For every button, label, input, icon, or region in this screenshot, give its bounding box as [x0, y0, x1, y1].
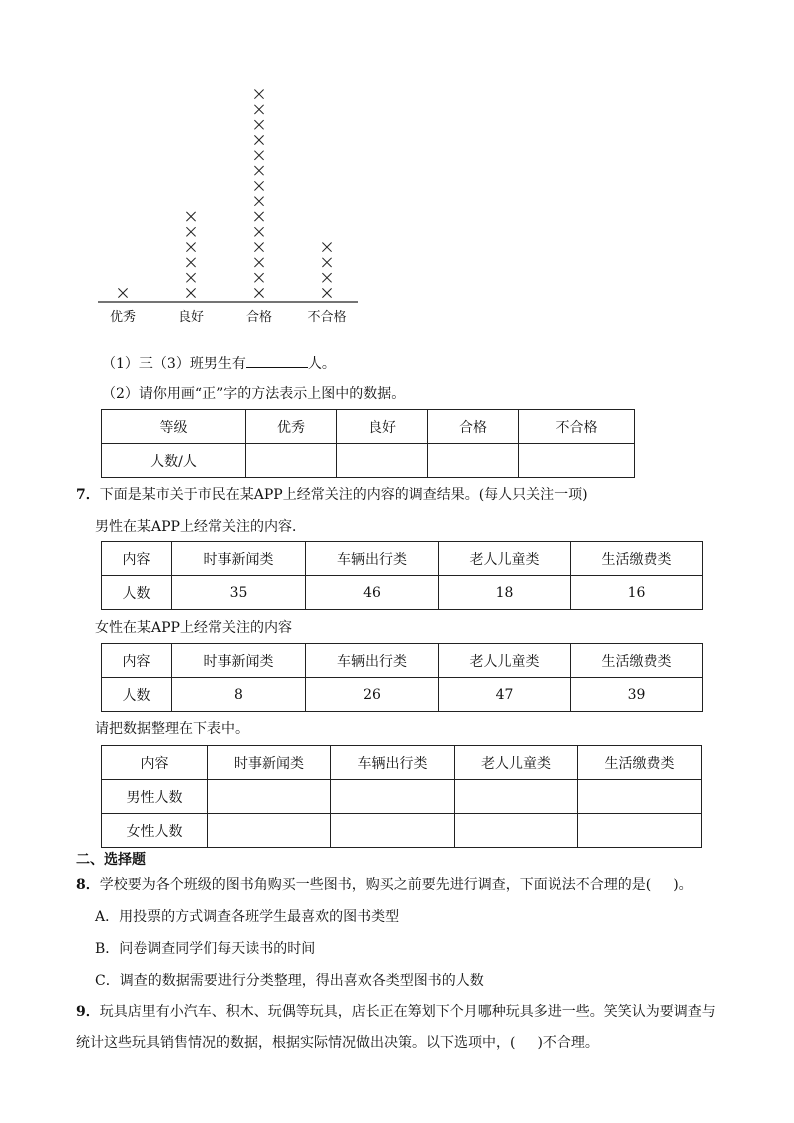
- header-cell: 老人儿童类: [439, 542, 571, 576]
- question-number: 9．: [76, 1004, 100, 1020]
- dot-mark: [254, 288, 263, 297]
- dot-mark: [254, 258, 263, 267]
- dot-mark: [186, 227, 195, 236]
- value-cell: 35: [172, 576, 306, 610]
- table-header-row: [102, 410, 635, 444]
- answer-cell[interactable]: [455, 814, 578, 848]
- answer-cell[interactable]: [455, 780, 578, 814]
- dot-mark: [186, 258, 195, 267]
- header-cell: 不合格: [519, 410, 635, 444]
- dot-mark: [254, 166, 263, 175]
- q6-sub1-suffix: 人。: [307, 356, 336, 372]
- answer-cell[interactable]: [208, 780, 331, 814]
- header-cell: 内容: [102, 746, 208, 780]
- answer-cell[interactable]: [578, 814, 702, 848]
- value-cell: 46: [306, 576, 439, 610]
- category-label: 不合格: [307, 310, 347, 325]
- q8-question: [76, 876, 693, 894]
- dot-mark: [254, 197, 263, 206]
- q9-text-end: )不合理。: [537, 1035, 599, 1051]
- category-label: 合格: [245, 310, 273, 325]
- dot-mark: [322, 243, 331, 252]
- dot-mark: [118, 288, 127, 297]
- male-interest-table: [101, 541, 703, 610]
- answer-cell[interactable]: [428, 444, 519, 478]
- dot-mark: [254, 105, 263, 114]
- answer-cell[interactable]: [246, 444, 337, 478]
- dot-mark: [254, 181, 263, 190]
- q9-text-line2: 统计这些玩具销售情况的数据，根据实际情况做出决策。以下选项中，(: [76, 1035, 516, 1051]
- header-cell: 时事新闻类: [172, 644, 306, 678]
- dot-mark: [322, 288, 331, 297]
- q7-question: [76, 486, 588, 504]
- header-cell: 时事新闻类: [208, 746, 331, 780]
- question-number: 7．: [76, 487, 100, 503]
- table-row: [102, 576, 703, 610]
- header-cell: 合格: [428, 410, 519, 444]
- value-cell: 18: [439, 576, 571, 610]
- q6-sub2-text: （2）请你用画“正”字的方法表示上图中的数据。: [102, 386, 406, 402]
- dot-mark: [186, 243, 195, 252]
- dot-mark: [186, 212, 195, 221]
- q8-option-b[interactable]: B．问卷调查同学们每天读书的时间: [95, 941, 316, 957]
- category-label: 优秀: [109, 310, 137, 325]
- header-cell: 等级: [102, 410, 246, 444]
- table-header-row: [102, 542, 703, 576]
- header-cell: 生活缴费类: [578, 746, 702, 780]
- dot-mark: [254, 120, 263, 129]
- q8-option-c[interactable]: C．调查的数据需要进行分类整理，得出喜欢各类型图书的人数: [95, 973, 484, 989]
- answer-cell[interactable]: [208, 814, 331, 848]
- q7-text: 下面是某市关于市民在某APP上经常关注的内容的调查结果。(每人只关注一项): [99, 487, 588, 503]
- header-cell: 车辆出行类: [306, 542, 439, 576]
- header-cell: 老人儿童类: [439, 644, 571, 678]
- category-label: 良好: [177, 310, 205, 325]
- row-label: 男性人数: [102, 780, 208, 814]
- header-cell: 良好: [337, 410, 428, 444]
- value-cell: 8: [172, 678, 306, 712]
- q9-question-line2: [76, 1034, 599, 1052]
- q9-question: [76, 1003, 716, 1021]
- value-cell: 39: [571, 678, 703, 712]
- header-cell: 车辆出行类: [331, 746, 455, 780]
- q6-sub1: [102, 353, 336, 373]
- dot-mark: [322, 273, 331, 282]
- q7-male-title: 男性在某APP上经常关注的内容．: [95, 519, 306, 535]
- value-cell: 26: [306, 678, 439, 712]
- answer-cell[interactable]: [331, 814, 455, 848]
- row-label: 女性人数: [102, 814, 208, 848]
- answer-blank[interactable]: [246, 353, 308, 368]
- q7-female-title: 女性在某APP上经常关注的内容: [95, 620, 292, 636]
- header-cell: 优秀: [246, 410, 337, 444]
- dot-mark: [254, 90, 263, 99]
- q6-sub1-text: （1）三（3）班男生有: [102, 356, 246, 372]
- answer-cell[interactable]: [331, 780, 455, 814]
- dot-mark: [186, 273, 195, 282]
- q8-text: 学校要为各个班级的图书角购买一些图书，购买之前要先进行调查，下面说法不合理的是(: [99, 877, 652, 893]
- header-cell: 时事新闻类: [172, 542, 306, 576]
- table-row: [102, 814, 702, 848]
- row-label: 人数: [102, 576, 172, 610]
- table-row: [102, 678, 703, 712]
- dot-mark: [254, 212, 263, 221]
- value-cell: 47: [439, 678, 571, 712]
- grade-tally-table: [101, 409, 635, 478]
- dot-mark: [322, 258, 331, 267]
- q7-organize-instruction: 请把数据整理在下表中。: [95, 721, 249, 737]
- value-cell: 16: [571, 576, 703, 610]
- table-row: [102, 780, 702, 814]
- question-number: 8．: [76, 877, 100, 893]
- header-cell: 老人儿童类: [455, 746, 578, 780]
- dot-mark: [186, 288, 195, 297]
- q9-text-line1: 玩具店里有小汽车、积木、玩偶等玩具，店长正在筹划下个月哪种玩具多进一些。笑笑认为要调查与: [99, 1004, 716, 1020]
- answer-cell[interactable]: [578, 780, 702, 814]
- header-cell: 内容: [102, 644, 172, 678]
- answer-cell[interactable]: [337, 444, 428, 478]
- q8-text-end: )。: [673, 877, 693, 893]
- dot-mark: [254, 243, 263, 252]
- table-header-row: [102, 644, 703, 678]
- q6-sub2: [102, 385, 405, 403]
- q8-option-a[interactable]: A．用投票的方式调查各班学生最喜欢的图书类型: [95, 909, 400, 925]
- table-row: [102, 444, 635, 478]
- table-header-row: [102, 746, 702, 780]
- answer-cell[interactable]: [519, 444, 635, 478]
- header-cell: 内容: [102, 542, 172, 576]
- dot-mark: [254, 273, 263, 282]
- section-title: 二、选择题: [76, 852, 146, 868]
- header-cell: 生活缴费类: [571, 542, 703, 576]
- dot-mark: [254, 151, 263, 160]
- header-cell: 车辆出行类: [306, 644, 439, 678]
- combined-answer-table: [101, 745, 702, 848]
- row-label: 人数/人: [102, 444, 246, 478]
- dot-mark: [254, 135, 263, 144]
- dot-mark: [254, 227, 263, 236]
- header-cell: 生活缴费类: [571, 644, 703, 678]
- dot-plot-chart: [0, 0, 794, 340]
- row-label: 人数: [102, 678, 172, 712]
- female-interest-table: [101, 643, 703, 712]
